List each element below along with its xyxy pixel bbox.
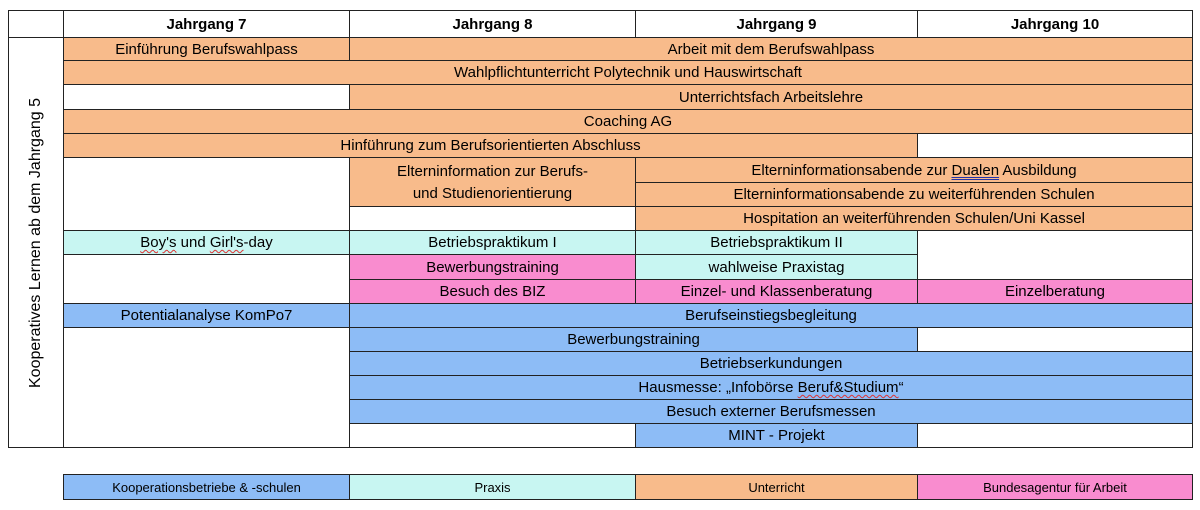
cell-hospitation: Hospitation an weiterführenden Schulen/Uni Kassel — [635, 206, 1193, 231]
elternabend-dual-text — [751, 162, 1076, 179]
header-jahrgang-7: Jahrgang 7 — [63, 10, 350, 38]
corner-cell — [8, 10, 64, 38]
legend-kooperation: Kooperationsbetriebe & -schulen — [63, 474, 350, 500]
cell-wahlpflicht: Wahlpflichtunterricht Polytechnik und Hauswirtschaft — [63, 60, 1193, 85]
text-segment: “ — [898, 379, 904, 396]
cell-hinfuehrung: Hinführung zum Berufsorientierten Abschluss — [63, 133, 918, 158]
cell-empty — [917, 133, 1193, 158]
text-segment: Ausbildung — [999, 161, 1077, 179]
cell-praxistag: wahlweise Praxistag — [635, 254, 918, 280]
cell-einzel-klassenberatung: Einzel- und Klassenberatung — [635, 279, 918, 304]
legend-praxis: Praxis — [349, 474, 636, 500]
cell-empty — [63, 157, 350, 231]
header-jahrgang-9: Jahrgang 9 — [635, 10, 918, 38]
cell-elternabend-schulen: Elterninformationsabende zu weiterführenden Schulen — [635, 182, 1193, 207]
elterninfo-line-2: und Studienorientierung — [412, 184, 573, 202]
sidebar-label: Kooperatives Lernen ab dem Jahrgang 5 — [27, 97, 44, 388]
legend-bundesagentur: Bundesagentur für Arbeit — [917, 474, 1193, 500]
hausmesse-text — [638, 379, 903, 396]
cell-empty — [917, 327, 1193, 352]
header-jahrgang-10: Jahrgang 10 — [917, 10, 1193, 38]
cell-boys-girls-day — [63, 230, 350, 255]
cell-potentialanalyse: Potentialanalyse KomPo7 — [63, 303, 350, 328]
text-segment: und — [176, 234, 210, 251]
cell-berufseinstiegsbegleitung: Berufseinstiegsbegleitung — [349, 303, 1193, 328]
cell-arbeitslehre: Unterrichtsfach Arbeitslehre — [349, 84, 1193, 110]
cell-coaching-ag: Coaching AG — [63, 109, 1193, 134]
cell-empty — [349, 206, 636, 231]
cell-bewerbungstraining-biz: Bewerbungstraining — [349, 254, 636, 280]
cell-einzelberatung: Einzelberatung — [917, 279, 1193, 304]
cell-empty — [63, 84, 350, 110]
cell-betriebserkundungen: Betriebserkundungen — [349, 351, 1193, 376]
legend-unterricht: Unterricht — [635, 474, 918, 500]
cell-empty — [917, 230, 1193, 280]
cell-empty — [349, 423, 636, 448]
cell-externe-berufsmessen: Besuch externer Berufsmessen — [349, 399, 1193, 424]
cell-mint-projekt: MINT - Projekt — [635, 423, 918, 448]
text-segment: Boy's — [140, 234, 177, 251]
text-segment: Girl's — [209, 234, 244, 251]
cell-betriebspraktikum-2: Betriebspraktikum II — [635, 230, 918, 255]
cell-empty — [63, 254, 350, 304]
text-segment: Hausmesse: „Infobörse — [638, 379, 798, 396]
cell-bewerbungstraining: Bewerbungstraining — [349, 327, 918, 352]
header-jahrgang-8: Jahrgang 8 — [349, 10, 636, 38]
elterninfo-line-1: Elterninformation zur Berufs- — [397, 162, 588, 180]
cell-einfuehrung-berufswahlpass: Einführung Berufswahlpass — [63, 37, 350, 61]
boys-girls-day-text — [140, 234, 272, 251]
cell-elterninformation — [349, 157, 636, 207]
text-segment: Beruf&Studium — [797, 379, 899, 396]
text-segment: Elterninformationsabende zur — [751, 161, 952, 179]
cell-empty — [63, 327, 350, 448]
text-segment: Dualen — [951, 161, 1000, 179]
text-segment: -day — [243, 234, 273, 251]
cell-empty — [917, 423, 1193, 448]
cell-besuch-biz: Besuch des BIZ — [349, 279, 636, 304]
sidebar — [8, 37, 64, 448]
cell-elternabend-dual — [635, 157, 1193, 183]
cell-hausmesse — [349, 375, 1193, 400]
cell-betriebspraktikum-1: Betriebspraktikum I — [349, 230, 636, 255]
cell-arbeit-berufswahlpass: Arbeit mit dem Berufswahlpass — [349, 37, 1193, 61]
